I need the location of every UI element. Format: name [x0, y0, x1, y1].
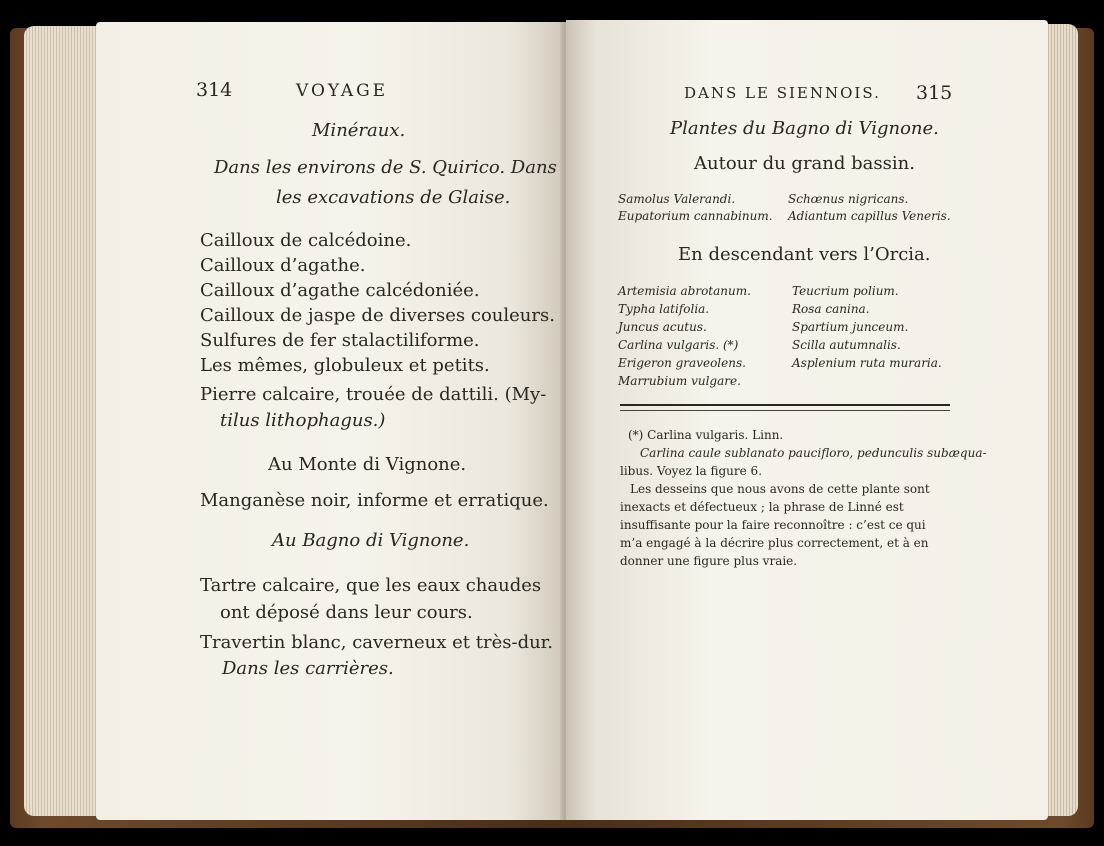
plant-a-right-1: Schœnus nigricans.: [788, 192, 909, 206]
page-number-left: 314: [196, 79, 233, 101]
item-3: Cailloux d’agathe calcédoniée.: [200, 280, 480, 301]
right-page: [566, 20, 1048, 820]
footnote-line-6: insuffisante pour la faire reconnoître : c’est ce qui: [620, 518, 926, 532]
section-title: Minéraux.: [312, 120, 406, 141]
subheading-monte: Au Monte di Vignone.: [268, 454, 467, 475]
left-page: [96, 22, 566, 820]
footnote-line-5: inexacts et défectueux ; la phrase de Linné est: [620, 500, 904, 514]
travertin-line-2: Dans les carrières.: [222, 658, 394, 679]
plant-b-right-4: Scilla autumnalis.: [792, 338, 901, 352]
footnote-line-4: Les desseins que nous avons de cette plante sont: [630, 482, 930, 496]
footnote-line-7: m’a engagé à la décrire plus correctement, et à en: [620, 536, 929, 550]
subheading-bagno: Au Bagno di Vignone.: [272, 530, 470, 551]
running-head-right: DANS LE SIENNOIS.: [684, 84, 881, 102]
item-1: Cailloux de calcédoine.: [200, 230, 412, 251]
plant-b-left-2: Typha latifolia.: [618, 302, 710, 316]
intro-line-1: Dans les environs de S. Quirico. Dans: [214, 157, 557, 178]
travertin-line-1: Travertin blanc, caverneux et très-dur.: [200, 632, 554, 653]
footnote-line-8: donner une figure plus vraie.: [620, 554, 798, 568]
footnote-rule: [620, 404, 950, 406]
plant-b-left-5: Erigeron graveolens.: [618, 356, 746, 370]
item-4: Cailloux de jaspe de diverses couleurs.: [200, 305, 555, 326]
plant-a-left-2: Eupatorium cannabinum.: [618, 209, 773, 223]
intro-line-2: les excavations de Glaise.: [276, 187, 511, 208]
plants-subtitle-2: En descendant vers l’Orcia.: [678, 244, 931, 265]
footnote-rule-thin: [620, 410, 950, 411]
page-number-right: 315: [916, 82, 953, 104]
plant-b-left-3: Juncus acutus.: [618, 320, 707, 334]
plant-b-left-6: Marrubium vulgare.: [618, 374, 741, 388]
plant-b-left-4: Carlina vulgaris. (*): [618, 338, 739, 352]
plant-b-right-3: Spartium junceum.: [792, 320, 909, 334]
item-7-cont: tilus lithophagus.): [220, 410, 386, 431]
item-5: Sulfures de fer stalactiliforme.: [200, 330, 480, 351]
footnote-line-3: libus. Voyez la figure 6.: [620, 464, 763, 478]
item-7: Pierre calcaire, trouée de dattili. (My-: [200, 384, 547, 405]
plant-a-left-1: Samolus Valerandi.: [618, 192, 736, 206]
item-6: Les mêmes, globuleux et petits.: [200, 355, 490, 376]
footnote-line-2: Carlina caule sublanato pauciflоro, pedunculis subæqua-: [640, 446, 987, 460]
plant-a-right-2: Adiantum capillus Veneris.: [788, 209, 951, 223]
plant-b-right-2: Rosa canina.: [792, 302, 870, 316]
item-manganese: Manganèse noir, informe et erratique.: [200, 490, 549, 511]
plant-b-right-1: Teucrium polium.: [792, 284, 899, 298]
plant-b-right-5: Asplenium ruta muraria.: [792, 356, 942, 370]
plants-title: Plantes du Bagno di Vignone.: [670, 118, 939, 139]
plant-b-left-1: Artemisia abrotanum.: [618, 284, 751, 298]
plants-subtitle-1: Autour du grand bassin.: [694, 153, 915, 174]
running-head-left: VOYAGE: [296, 81, 389, 101]
tartre-line-2: ont déposé dans leur cours.: [220, 602, 473, 623]
page-edges-left: [24, 26, 102, 816]
footnote-line-1: (*) Carlina vulgaris. Linn.: [628, 428, 784, 442]
item-2: Cailloux d’agathe.: [200, 255, 366, 276]
tartre-line-1: Tartre calcaire, que les eaux chaudes: [200, 575, 542, 596]
